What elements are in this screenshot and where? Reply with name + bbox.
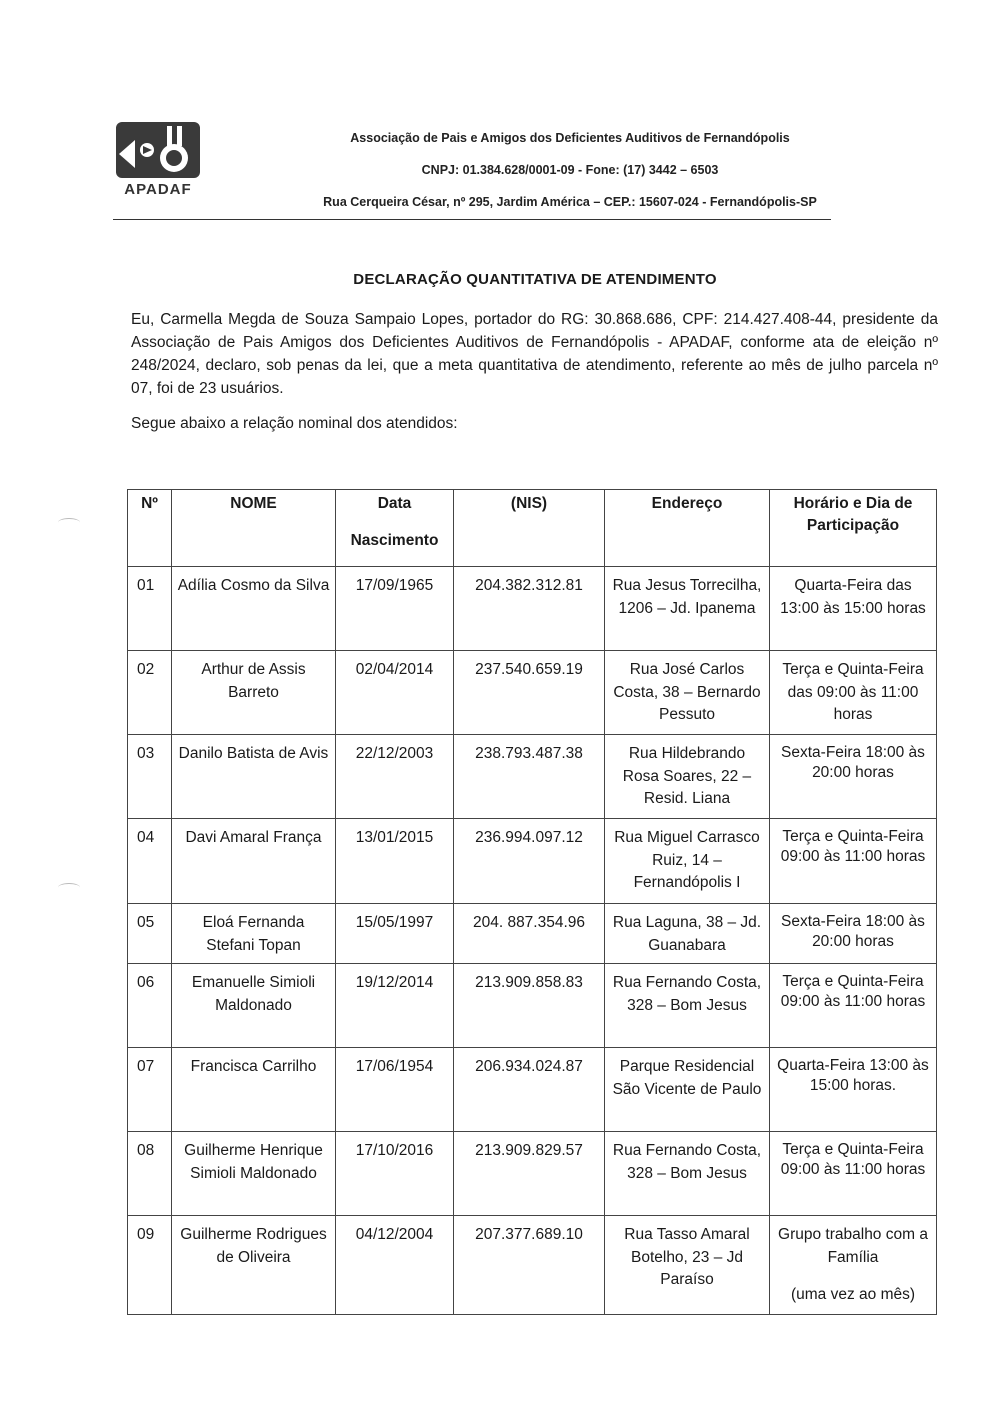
cell-schedule: Terça e Quinta-Feira 09:00 às 11:00 horas (770, 819, 937, 904)
cell-schedule-note: (uma vez ao mês) (790, 1286, 916, 1303)
table-row (128, 1048, 937, 1132)
declaration-paragraph: Eu, Carmella Megda de Souza Sampaio Lopes, portador do RG: 30.868.686, CPF: 214.427.408-44, presidente da Associação de Pais Amigos dos Deficientes Auditivos de Fernandópolis - APADAF, conforme ata de eleição nº 248/2024, declaro, sob penas da lei, que a meta quantitativa de atendimento, referente ao mês de julho parcela nº 07, foi de 23 usuários. (131, 311, 938, 397)
table-row (128, 964, 937, 1048)
cell-birthdate: 17/09/1965 (336, 567, 454, 651)
apadaf-logo (113, 120, 203, 198)
cell-address: Rua Jesus Torrecilha, 1206 – Jd. Ipanema (605, 567, 770, 651)
document-title: DECLARAÇÃO QUANTITATIVA DE ATENDIMENTO (353, 271, 717, 288)
table-row (128, 1132, 937, 1216)
cell-nis: 236.994.097.12 (454, 819, 605, 904)
cell-nis: 213.909.858.83 (454, 964, 605, 1048)
cell-number: 05 (128, 904, 172, 964)
cell-address: Rua Fernando Costa, 328 – Bom Jesus (605, 964, 770, 1048)
cell-schedule: Quarta-Feira 13:00 às 15:00 horas. (770, 1048, 937, 1132)
cell-birthdate: 04/12/2004 (336, 1216, 454, 1315)
table-header-row (128, 490, 937, 567)
cell-schedule: Sexta-Feira 18:00 às 20:00 horas (770, 735, 937, 819)
cell-number: 06 (128, 964, 172, 1048)
cell-schedule: Quarta-Feira das 13:00 às 15:00 horas (770, 567, 937, 651)
cell-name: Guilherme Rodrigues de Oliveira (172, 1216, 336, 1315)
cell-address: Rua Hildebrando Rosa Soares, 22 – Resid. Liana (605, 735, 770, 819)
attendance-table (127, 489, 937, 1315)
cell-birthdate: 15/05/1997 (336, 904, 454, 964)
col-header-birthdate-line2: Nascimento (350, 532, 439, 549)
cell-number: 01 (128, 567, 172, 651)
cell-nis: 206.934.024.87 (454, 1048, 605, 1132)
apadaf-logo-icon (113, 120, 203, 198)
cell-number: 09 (128, 1216, 172, 1315)
cell-schedule: Terça e Quinta-Feira das 09:00 às 11:00 horas (770, 651, 937, 735)
cell-number: 07 (128, 1048, 172, 1132)
cell-schedule: Terça e Quinta-Feira 09:00 às 11:00 horas (770, 964, 937, 1048)
cell-birthdate: 22/12/2003 (336, 735, 454, 819)
cell-number: 03 (128, 735, 172, 819)
cell-address: Rua Miguel Carrasco Ruiz, 14 – Fernandópolis I (605, 819, 770, 904)
cell-schedule: Sexta-Feira 18:00 às 20:00 horas (770, 904, 937, 964)
col-header-name: NOME (172, 490, 336, 567)
cell-nis: 213.909.829.57 (454, 1132, 605, 1216)
cell-name: Guilherme Henrique Simioli Maldonado (172, 1132, 336, 1216)
cell-name: Francisca Carrilho (172, 1048, 336, 1132)
cell-name: Arthur de Assis Barreto (172, 651, 336, 735)
cell-birthdate: 17/10/2016 (336, 1132, 454, 1216)
cell-nis: 238.793.487.38 (454, 735, 605, 819)
cell-birthdate: 19/12/2014 (336, 964, 454, 1048)
cell-nis: 204.382.312.81 (454, 567, 605, 651)
table-row (128, 904, 937, 964)
cell-number: 04 (128, 819, 172, 904)
logo-text: APADAF (124, 181, 192, 198)
table-row (128, 567, 937, 651)
cell-number: 02 (128, 651, 172, 735)
cell-nis: 237.540.659.19 (454, 651, 605, 735)
cell-schedule-text: Grupo trabalho com a Família (778, 1226, 928, 1266)
cell-name: Eloá Fernanda Stefani Topan (172, 904, 336, 964)
col-header-nis: (NIS) (454, 490, 605, 567)
col-header-number: Nº (128, 490, 172, 567)
col-header-schedule: Horário e Dia de Participação (770, 490, 937, 567)
table-row (128, 1216, 937, 1315)
cell-address: Rua Tasso Amaral Botelho, 23 – Jd Paraíso (605, 1216, 770, 1315)
table-row (128, 735, 937, 819)
table-row (128, 651, 937, 735)
table-row (128, 819, 937, 904)
col-header-birthdate (336, 490, 454, 567)
cell-schedule (770, 1216, 937, 1315)
col-header-birthdate-line1: Data (377, 495, 412, 512)
list-intro: Segue abaixo a relação nominal dos atendidos: (131, 415, 458, 432)
scan-mark (58, 883, 80, 892)
cell-birthdate: 17/06/1954 (336, 1048, 454, 1132)
cell-birthdate: 02/04/2014 (336, 651, 454, 735)
cell-address: Rua José Carlos Costa, 38 – Bernardo Pessuto (605, 651, 770, 735)
cell-number: 08 (128, 1132, 172, 1216)
org-address: Rua Cerqueira César, nº 295, Jardim América – CEP.: 15607-024 - Fernandópolis-SP (323, 195, 817, 209)
col-header-address: Endereço (605, 490, 770, 567)
scan-mark (58, 518, 80, 527)
cell-nis: 207.377.689.10 (454, 1216, 605, 1315)
cell-birthdate: 13/01/2015 (336, 819, 454, 904)
cell-address: Parque Residencial São Vicente de Paulo (605, 1048, 770, 1132)
org-contact: CNPJ: 01.384.628/0001-09 - Fone: (17) 3442 – 6503 (421, 163, 719, 177)
cell-address: Rua Fernando Costa, 328 – Bom Jesus (605, 1132, 770, 1216)
org-name: Associação de Pais e Amigos dos Deficientes Auditivos de Fernandópolis (350, 131, 790, 145)
cell-name: Davi Amaral França (172, 819, 336, 904)
cell-name: Danilo Batista de Avis (172, 735, 336, 819)
cell-nis: 204. 887.354.96 (454, 904, 605, 964)
cell-address: Rua Laguna, 38 – Jd. Guanabara (605, 904, 770, 964)
header-divider (113, 219, 831, 220)
cell-schedule: Terça e Quinta-Feira 09:00 às 11:00 horas (770, 1132, 937, 1216)
cell-name: Adília Cosmo da Silva (172, 567, 336, 651)
cell-name: Emanuelle Simioli Maldonado (172, 964, 336, 1048)
